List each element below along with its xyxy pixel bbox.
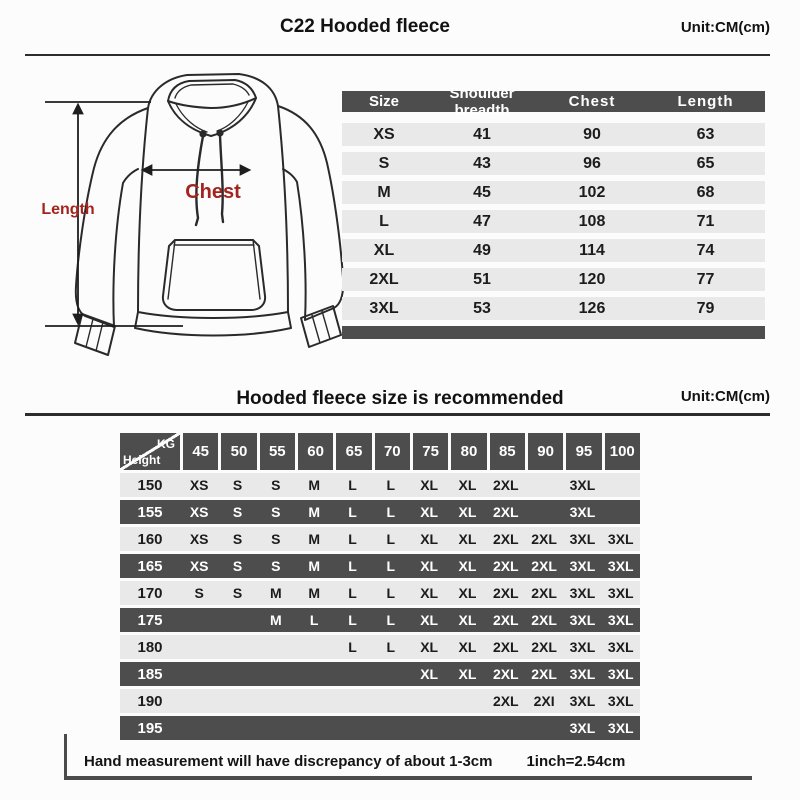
table-cell: 71 [696, 212, 715, 230]
table-cell: 68 [696, 183, 715, 201]
table-cell: XL [458, 477, 477, 493]
table-cell: 3XL [607, 558, 634, 574]
table-cell: XL [420, 531, 439, 547]
weight-header-cell: 45 [180, 433, 218, 470]
table-cell: 3XL [607, 666, 634, 682]
table-cell: L [348, 477, 357, 493]
weight-header-cell: 55 [257, 433, 295, 470]
table-cell: 63 [696, 125, 715, 143]
table-cell: 49 [473, 241, 491, 259]
table-cell: 150 [137, 476, 163, 494]
size-table-header-cell: Length [677, 93, 734, 110]
table-cell: 190 [137, 692, 163, 710]
table-cell: L [379, 212, 389, 230]
corner-height-label: Height [123, 453, 161, 467]
table-cell: XL [420, 585, 439, 601]
table-cell: 3XL [607, 531, 634, 547]
size-table-row [342, 123, 765, 146]
table-cell: L [386, 531, 396, 547]
table-cell: 3XL [569, 504, 596, 520]
length-measure-label: Length [41, 201, 95, 218]
table-cell: 65 [696, 154, 715, 172]
table-cell: XL [420, 504, 439, 520]
size-table-header-row [342, 84, 765, 119]
table-cell: 165 [137, 557, 163, 575]
table-cell: XL [458, 504, 477, 520]
table-cell: 3XL [569, 693, 596, 709]
size-table-header-cell: Chest [568, 93, 616, 110]
table-cell: S [232, 585, 243, 601]
table-cell: L [386, 558, 396, 574]
table-cell: S [378, 154, 390, 172]
table-cell: S [232, 531, 243, 547]
table-cell: XS [189, 558, 209, 574]
table-cell: 195 [137, 719, 163, 737]
kg-table-header-row [120, 433, 640, 470]
kg-table-row [120, 662, 640, 686]
size-table-header-cell: Shoulder breadth [449, 84, 515, 119]
table-cell: 3XL [369, 299, 399, 317]
weight-header-cell: 80 [448, 433, 486, 470]
kg-table-row [120, 473, 640, 497]
table-cell: XL [458, 558, 477, 574]
table-cell: 2XL [492, 558, 519, 574]
table-cell: 3XL [569, 666, 596, 682]
table-cell: M [308, 504, 320, 520]
table-cell: 2XI [533, 693, 555, 709]
table-cell: 2XL [492, 531, 519, 547]
table-cell: 53 [473, 299, 491, 317]
footer-note-box [64, 734, 752, 780]
height-weight-recommendation-table [120, 433, 640, 740]
size-table-row [342, 210, 765, 233]
kg-table-row [120, 581, 640, 605]
table-cell: S [271, 558, 281, 574]
size-table-footer-bar [342, 326, 765, 339]
table-cell: 2XL [531, 531, 557, 547]
weight-header-cells [180, 433, 640, 470]
weight-header-cell: 50 [218, 433, 256, 470]
garment-size-table [342, 84, 765, 339]
kg-table-row [120, 635, 640, 659]
weight-header-cell: 60 [295, 433, 333, 470]
table-cell: 185 [137, 665, 163, 683]
table-cell: XL [458, 612, 477, 628]
table-cell: L [386, 477, 396, 493]
table-cell: L [386, 504, 396, 520]
table-cell: L [348, 612, 357, 628]
table-cell: L [309, 612, 319, 628]
size-table-row [342, 297, 765, 320]
table-cell: 3XL [569, 558, 596, 574]
table-cell: 41 [473, 125, 491, 143]
table-cell: 3XL [569, 639, 596, 655]
table-cell: XL [420, 612, 439, 628]
table-cell: M [308, 531, 320, 547]
table-cell: 108 [578, 212, 606, 230]
kg-height-corner-cell [120, 433, 180, 470]
table-cell: S [271, 531, 281, 547]
table-cell: 170 [137, 584, 163, 602]
size-table-row [342, 268, 765, 291]
table-cell: XS [189, 531, 209, 547]
size-table-body [342, 123, 765, 320]
size-table-row [342, 152, 765, 175]
table-cell: 2XL [492, 612, 519, 628]
kg-table-row [120, 689, 640, 713]
table-cell: 45 [473, 183, 491, 201]
table-cell: 126 [578, 299, 606, 317]
table-cell: 3XL [607, 693, 634, 709]
table-cell: 102 [578, 183, 606, 201]
weight-header-cell: 65 [333, 433, 371, 470]
kg-table-body [120, 473, 640, 740]
table-cell: M [308, 477, 320, 493]
table-cell: 2XL [492, 693, 519, 709]
table-cell: S [232, 504, 243, 520]
table-cell: L [348, 558, 357, 574]
table-cell: 2XL [531, 639, 557, 655]
weight-header-cell: 95 [563, 433, 601, 470]
table-cell: 2XL [531, 558, 557, 574]
table-cell: XL [420, 477, 439, 493]
table-cell: 175 [137, 611, 163, 629]
table-cell: 160 [137, 530, 163, 548]
table-cell: 2XL [531, 612, 557, 628]
table-cell: XL [458, 585, 477, 601]
table-cell: 3XL [569, 720, 596, 736]
table-cell: L [386, 639, 396, 655]
weight-header-cell: 100 [602, 433, 640, 470]
table-cell: 3XL [569, 477, 596, 493]
table-cell: L [348, 585, 357, 601]
page-title: C22 Hooded fleece [280, 16, 450, 37]
corner-kg-label: KG [157, 437, 175, 451]
table-cell: 79 [696, 299, 715, 317]
table-cell: S [271, 477, 281, 493]
hoodie-measurement-diagram [35, 68, 345, 358]
table-cell: 114 [579, 241, 605, 259]
table-cell: M [377, 183, 391, 201]
table-cell: 2XL [531, 585, 557, 601]
kg-table-row [120, 500, 640, 524]
table-cell: S [232, 558, 243, 574]
size-table-row [342, 239, 765, 262]
size-table-header-cell: Size [368, 93, 399, 110]
table-cell: 155 [137, 503, 163, 521]
weight-header-cell: 75 [410, 433, 448, 470]
table-cell: 3XL [607, 585, 634, 601]
table-cell: 2XL [492, 477, 519, 493]
table-cell: XL [373, 241, 395, 259]
top-divider-line [25, 54, 770, 56]
table-cell: 3XL [569, 612, 596, 628]
table-cell: XS [373, 125, 395, 143]
table-cell: 2XL [492, 639, 519, 655]
measurement-discrepancy-note: Hand measurement will have discrepancy of about 1-3cm [84, 752, 493, 770]
table-cell: 47 [473, 212, 491, 230]
weight-header-cell: 90 [525, 433, 563, 470]
kg-table-row [120, 527, 640, 551]
unit-label-mid: Unit:CM(cm) [680, 388, 770, 405]
table-cell: 3XL [569, 585, 596, 601]
table-cell: 74 [696, 241, 715, 259]
table-cell: 43 [473, 154, 491, 172]
table-cell: S [271, 504, 281, 520]
table-cell: M [308, 585, 320, 601]
unit-label-top: Unit:CM(cm) [680, 19, 770, 36]
chest-measure-label: Chest [185, 181, 241, 203]
size-table-row [342, 181, 765, 204]
table-cell: M [269, 612, 282, 628]
table-cell: 120 [578, 270, 606, 288]
kg-table-row [120, 554, 640, 578]
table-cell: S [232, 477, 243, 493]
table-cell: XS [189, 477, 209, 493]
table-cell: XL [458, 639, 477, 655]
mid-divider-line [25, 413, 770, 416]
weight-header-cell: 85 [487, 433, 525, 470]
table-cell: 2XL [369, 270, 399, 288]
inch-conversion-note: 1inch=2.54cm [526, 752, 626, 770]
kg-table-row [120, 608, 640, 632]
table-cell: 3XL [607, 720, 634, 736]
table-cell: 3XL [607, 639, 634, 655]
table-cell: XL [458, 666, 477, 682]
table-cell: XL [420, 666, 439, 682]
table-cell: XS [189, 504, 209, 520]
table-cell: L [386, 612, 396, 628]
table-cell: L [348, 504, 357, 520]
table-cell: S [194, 585, 204, 601]
recommendation-title: Hooded fleece size is recommended [236, 388, 564, 409]
table-cell: 2XL [492, 585, 519, 601]
table-cell: 2XL [492, 666, 519, 682]
table-cell: 3XL [607, 612, 634, 628]
table-cell: L [386, 585, 396, 601]
table-cell: L [348, 531, 357, 547]
table-cell: 2XL [492, 504, 519, 520]
table-cell: 2XL [531, 666, 557, 682]
weight-header-cell: 70 [372, 433, 410, 470]
table-cell: 77 [696, 270, 715, 288]
table-cell: 96 [583, 154, 601, 172]
table-cell: XL [420, 558, 439, 574]
table-cell: M [308, 558, 320, 574]
table-cell: M [269, 585, 282, 601]
table-cell: XL [420, 639, 439, 655]
table-cell: 3XL [569, 531, 596, 547]
table-cell: L [348, 639, 357, 655]
table-cell: 180 [137, 638, 163, 656]
table-cell: XL [458, 531, 477, 547]
table-cell: 90 [583, 125, 601, 143]
table-cell: 51 [473, 270, 491, 288]
